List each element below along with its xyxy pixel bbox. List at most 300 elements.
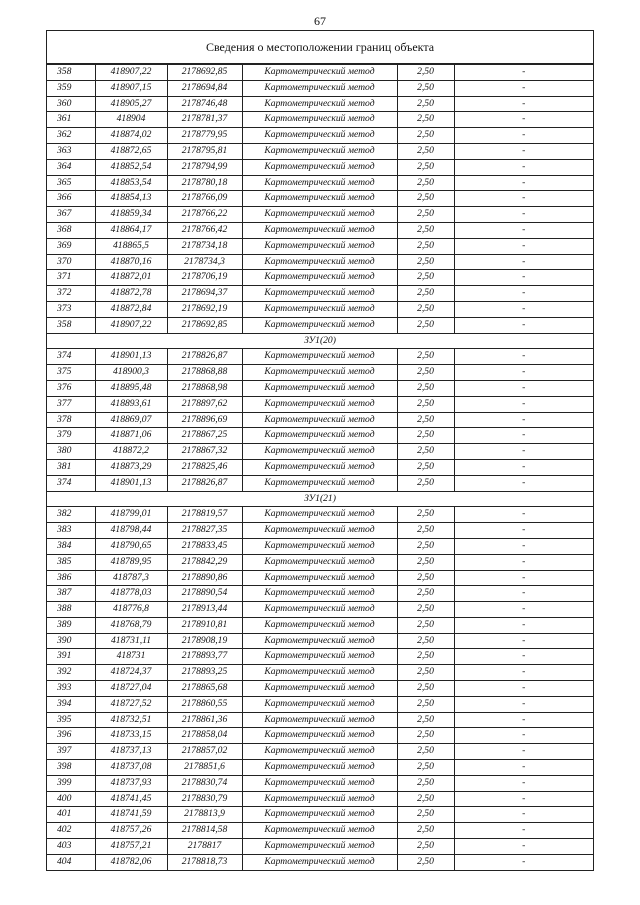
table-row xyxy=(47,286,593,302)
note-cell: - xyxy=(454,459,593,475)
y-coordinate-cell: 2178827,35 xyxy=(167,523,242,539)
note-cell: - xyxy=(454,681,593,697)
accuracy-cell: 2,50 xyxy=(397,96,454,112)
accuracy-cell: 2,50 xyxy=(397,712,454,728)
method-cell: Картометрический метод xyxy=(242,143,397,159)
x-coordinate-cell: 418901,13 xyxy=(95,475,167,491)
point-number-cell: 396 xyxy=(47,728,95,744)
method-cell: Картометрический метод xyxy=(242,459,397,475)
point-number-cell: 401 xyxy=(47,807,95,823)
x-coordinate-cell: 418727,52 xyxy=(95,696,167,712)
x-coordinate-cell: 418727,04 xyxy=(95,681,167,697)
point-number-cell: 359 xyxy=(47,80,95,96)
method-cell: Картометрический метод xyxy=(242,696,397,712)
x-coordinate-cell: 418869,07 xyxy=(95,412,167,428)
table-row xyxy=(47,128,593,144)
accuracy-cell: 2,50 xyxy=(397,412,454,428)
x-coordinate-cell: 418724,37 xyxy=(95,665,167,681)
accuracy-cell: 2,50 xyxy=(397,428,454,444)
method-cell: Картометрический метод xyxy=(242,633,397,649)
point-number-cell: 400 xyxy=(47,791,95,807)
table-row xyxy=(47,80,593,96)
x-coordinate-cell: 418871,06 xyxy=(95,428,167,444)
point-number-cell: 389 xyxy=(47,617,95,633)
method-cell: Картометрический метод xyxy=(242,159,397,175)
y-coordinate-cell: 2178830,79 xyxy=(167,791,242,807)
table-row xyxy=(47,396,593,412)
x-coordinate-cell: 418737,13 xyxy=(95,744,167,760)
method-cell: Картометрический метод xyxy=(242,475,397,491)
y-coordinate-cell: 2178692,19 xyxy=(167,301,242,317)
point-number-cell: 390 xyxy=(47,633,95,649)
point-number-cell: 387 xyxy=(47,586,95,602)
note-cell: - xyxy=(454,760,593,776)
table-row xyxy=(47,143,593,159)
x-coordinate-cell: 418799,01 xyxy=(95,507,167,523)
table-row xyxy=(47,317,593,333)
table-row xyxy=(47,159,593,175)
accuracy-cell: 2,50 xyxy=(397,80,454,96)
x-coordinate-cell: 418790,65 xyxy=(95,538,167,554)
x-coordinate-cell: 418782,06 xyxy=(95,854,167,869)
y-coordinate-cell: 2178893,25 xyxy=(167,665,242,681)
accuracy-cell: 2,50 xyxy=(397,507,454,523)
table-row xyxy=(47,365,593,381)
note-cell: - xyxy=(454,538,593,554)
y-coordinate-cell: 2178842,29 xyxy=(167,554,242,570)
method-cell: Картометрический метод xyxy=(242,270,397,286)
table-row xyxy=(47,712,593,728)
table-row xyxy=(47,807,593,823)
x-coordinate-cell: 418757,21 xyxy=(95,839,167,855)
point-number-cell: 376 xyxy=(47,380,95,396)
y-coordinate-cell: 2178746,48 xyxy=(167,96,242,112)
method-cell: Картометрический метод xyxy=(242,65,397,81)
x-coordinate-cell: 418731,11 xyxy=(95,633,167,649)
y-coordinate-cell: 2178780,18 xyxy=(167,175,242,191)
x-coordinate-cell: 418757,26 xyxy=(95,823,167,839)
y-coordinate-cell: 2178890,86 xyxy=(167,570,242,586)
accuracy-cell: 2,50 xyxy=(397,270,454,286)
note-cell: - xyxy=(454,712,593,728)
y-coordinate-cell: 2178814,58 xyxy=(167,823,242,839)
accuracy-cell: 2,50 xyxy=(397,681,454,697)
note-cell: - xyxy=(454,475,593,491)
boundary-table xyxy=(46,30,594,871)
method-cell: Картометрический метод xyxy=(242,254,397,270)
method-cell: Картометрический метод xyxy=(242,222,397,238)
note-cell: - xyxy=(454,602,593,618)
y-coordinate-cell: 2178694,37 xyxy=(167,286,242,302)
accuracy-cell: 2,50 xyxy=(397,665,454,681)
point-number-cell: 375 xyxy=(47,365,95,381)
point-number-cell: 358 xyxy=(47,317,95,333)
method-cell: Картометрический метод xyxy=(242,744,397,760)
method-cell: Картометрический метод xyxy=(242,412,397,428)
y-coordinate-cell: 2178858,04 xyxy=(167,728,242,744)
point-number-cell: 380 xyxy=(47,444,95,460)
y-coordinate-cell: 2178734,3 xyxy=(167,254,242,270)
table-row xyxy=(47,538,593,554)
accuracy-cell: 2,50 xyxy=(397,475,454,491)
accuracy-cell: 2,50 xyxy=(397,286,454,302)
accuracy-cell: 2,50 xyxy=(397,65,454,81)
table-row xyxy=(47,839,593,855)
accuracy-cell: 2,50 xyxy=(397,365,454,381)
point-number-cell: 374 xyxy=(47,349,95,365)
method-cell: Картометрический метод xyxy=(242,649,397,665)
y-coordinate-cell: 2178826,87 xyxy=(167,475,242,491)
y-coordinate-cell: 2178781,37 xyxy=(167,112,242,128)
y-coordinate-cell: 2178910,81 xyxy=(167,617,242,633)
method-cell: Картометрический метод xyxy=(242,523,397,539)
accuracy-cell: 2,50 xyxy=(397,807,454,823)
note-cell: - xyxy=(454,696,593,712)
table-title: Сведения о местоположении границ объекта xyxy=(47,31,593,64)
y-coordinate-cell: 2178857,02 xyxy=(167,744,242,760)
accuracy-cell: 2,50 xyxy=(397,728,454,744)
method-cell: Картометрический метод xyxy=(242,728,397,744)
section-row xyxy=(47,333,593,349)
method-cell: Картометрический метод xyxy=(242,681,397,697)
table-row xyxy=(47,380,593,396)
point-number-cell: 383 xyxy=(47,523,95,539)
point-number-cell: 398 xyxy=(47,760,95,776)
y-coordinate-cell: 2178766,22 xyxy=(167,207,242,223)
table-row xyxy=(47,270,593,286)
method-cell: Картометрический метод xyxy=(242,380,397,396)
x-coordinate-cell: 418741,59 xyxy=(95,807,167,823)
note-cell: - xyxy=(454,175,593,191)
note-cell: - xyxy=(454,112,593,128)
y-coordinate-cell: 2178766,42 xyxy=(167,222,242,238)
point-number-cell: 364 xyxy=(47,159,95,175)
table-row xyxy=(47,254,593,270)
point-number-cell: 404 xyxy=(47,854,95,869)
table-row xyxy=(47,570,593,586)
x-coordinate-cell: 418900,3 xyxy=(95,365,167,381)
note-cell: - xyxy=(454,854,593,869)
table-row xyxy=(47,791,593,807)
point-number-cell: 379 xyxy=(47,428,95,444)
method-cell: Картометрический метод xyxy=(242,238,397,254)
table-row xyxy=(47,744,593,760)
note-cell: - xyxy=(454,744,593,760)
x-coordinate-cell: 418905,27 xyxy=(95,96,167,112)
x-coordinate-cell: 418872,78 xyxy=(95,286,167,302)
table-row xyxy=(47,475,593,491)
method-cell: Картометрический метод xyxy=(242,349,397,365)
note-cell: - xyxy=(454,254,593,270)
x-coordinate-cell: 418872,2 xyxy=(95,444,167,460)
note-cell: - xyxy=(454,365,593,381)
point-number-cell: 402 xyxy=(47,823,95,839)
x-coordinate-cell: 418904 xyxy=(95,112,167,128)
table-row xyxy=(47,728,593,744)
x-coordinate-cell: 418907,15 xyxy=(95,80,167,96)
table-row xyxy=(47,459,593,475)
note-cell: - xyxy=(454,222,593,238)
table-row xyxy=(47,444,593,460)
table-row xyxy=(47,665,593,681)
table-row xyxy=(47,222,593,238)
point-number-cell: 366 xyxy=(47,191,95,207)
method-cell: Картометрический метод xyxy=(242,396,397,412)
point-number-cell: 381 xyxy=(47,459,95,475)
x-coordinate-cell: 418737,08 xyxy=(95,760,167,776)
note-cell: - xyxy=(454,301,593,317)
note-cell: - xyxy=(454,96,593,112)
point-number-cell: 378 xyxy=(47,412,95,428)
note-cell: - xyxy=(454,128,593,144)
note-cell: - xyxy=(454,396,593,412)
note-cell: - xyxy=(454,80,593,96)
accuracy-cell: 2,50 xyxy=(397,112,454,128)
point-number-cell: 385 xyxy=(47,554,95,570)
note-cell: - xyxy=(454,507,593,523)
point-number-cell: 367 xyxy=(47,207,95,223)
table-row xyxy=(47,112,593,128)
y-coordinate-cell: 2178694,84 xyxy=(167,80,242,96)
y-coordinate-cell: 2178830,74 xyxy=(167,775,242,791)
note-cell: - xyxy=(454,380,593,396)
note-cell: - xyxy=(454,570,593,586)
y-coordinate-cell: 2178890,54 xyxy=(167,586,242,602)
y-coordinate-cell: 2178818,73 xyxy=(167,854,242,869)
x-coordinate-cell: 418895,48 xyxy=(95,380,167,396)
y-coordinate-cell: 2178706,19 xyxy=(167,270,242,286)
x-coordinate-cell: 418732,51 xyxy=(95,712,167,728)
y-coordinate-cell: 2178908,19 xyxy=(167,633,242,649)
x-coordinate-cell: 418798,44 xyxy=(95,523,167,539)
x-coordinate-cell: 418893,61 xyxy=(95,396,167,412)
point-number-cell: 368 xyxy=(47,222,95,238)
x-coordinate-cell: 418733,15 xyxy=(95,728,167,744)
note-cell: - xyxy=(454,191,593,207)
note-cell: - xyxy=(454,270,593,286)
note-cell: - xyxy=(454,428,593,444)
note-cell: - xyxy=(454,159,593,175)
x-coordinate-cell: 418789,95 xyxy=(95,554,167,570)
y-coordinate-cell: 2178825,46 xyxy=(167,459,242,475)
table-row xyxy=(47,760,593,776)
y-coordinate-cell: 2178867,32 xyxy=(167,444,242,460)
y-coordinate-cell: 2178860,55 xyxy=(167,696,242,712)
accuracy-cell: 2,50 xyxy=(397,617,454,633)
point-number-cell: 363 xyxy=(47,143,95,159)
table-row xyxy=(47,428,593,444)
point-number-cell: 388 xyxy=(47,602,95,618)
accuracy-cell: 2,50 xyxy=(397,349,454,365)
point-number-cell: 372 xyxy=(47,286,95,302)
x-coordinate-cell: 418873,29 xyxy=(95,459,167,475)
y-coordinate-cell: 2178851,6 xyxy=(167,760,242,776)
accuracy-cell: 2,50 xyxy=(397,207,454,223)
note-cell: - xyxy=(454,586,593,602)
method-cell: Картометрический метод xyxy=(242,286,397,302)
accuracy-cell: 2,50 xyxy=(397,586,454,602)
note-cell: - xyxy=(454,775,593,791)
y-coordinate-cell: 2178893,77 xyxy=(167,649,242,665)
note-cell: - xyxy=(454,649,593,665)
y-coordinate-cell: 2178794,99 xyxy=(167,159,242,175)
y-coordinate-cell: 2178865,68 xyxy=(167,681,242,697)
method-cell: Картометрический метод xyxy=(242,760,397,776)
accuracy-cell: 2,50 xyxy=(397,554,454,570)
x-coordinate-cell: 418872,84 xyxy=(95,301,167,317)
y-coordinate-cell: 2178913,44 xyxy=(167,602,242,618)
accuracy-cell: 2,50 xyxy=(397,775,454,791)
note-cell: - xyxy=(454,554,593,570)
method-cell: Картометрический метод xyxy=(242,665,397,681)
y-coordinate-cell: 2178861,36 xyxy=(167,712,242,728)
method-cell: Картометрический метод xyxy=(242,80,397,96)
note-cell: - xyxy=(454,823,593,839)
note-cell: - xyxy=(454,412,593,428)
accuracy-cell: 2,50 xyxy=(397,159,454,175)
method-cell: Картометрический метод xyxy=(242,444,397,460)
point-number-cell: 382 xyxy=(47,507,95,523)
x-coordinate-cell: 418864,17 xyxy=(95,222,167,238)
method-cell: Картометрический метод xyxy=(242,617,397,633)
method-cell: Картометрический метод xyxy=(242,586,397,602)
table-row xyxy=(47,507,593,523)
table-row xyxy=(47,586,593,602)
y-coordinate-cell: 2178867,25 xyxy=(167,428,242,444)
y-coordinate-cell: 2178826,87 xyxy=(167,349,242,365)
accuracy-cell: 2,50 xyxy=(397,823,454,839)
table-row xyxy=(47,633,593,649)
point-number-cell: 365 xyxy=(47,175,95,191)
table-row xyxy=(47,301,593,317)
x-coordinate-cell: 418737,93 xyxy=(95,775,167,791)
method-cell: Картометрический метод xyxy=(242,839,397,855)
section-row xyxy=(47,491,593,507)
note-cell: - xyxy=(454,317,593,333)
note-cell: - xyxy=(454,665,593,681)
method-cell: Картометрический метод xyxy=(242,301,397,317)
accuracy-cell: 2,50 xyxy=(397,744,454,760)
x-coordinate-cell: 418872,01 xyxy=(95,270,167,286)
x-coordinate-cell: 418731 xyxy=(95,649,167,665)
point-number-cell: 371 xyxy=(47,270,95,286)
note-cell: - xyxy=(454,633,593,649)
table-row xyxy=(47,696,593,712)
x-coordinate-cell: 418853,54 xyxy=(95,175,167,191)
point-number-cell: 395 xyxy=(47,712,95,728)
section-label: ЗУ1(20) xyxy=(47,333,593,349)
accuracy-cell: 2,50 xyxy=(397,538,454,554)
note-cell: - xyxy=(454,617,593,633)
page-number: 67 xyxy=(314,14,326,28)
table-row xyxy=(47,523,593,539)
method-cell: Картометрический метод xyxy=(242,823,397,839)
accuracy-cell: 2,50 xyxy=(397,143,454,159)
method-cell: Картометрический метод xyxy=(242,175,397,191)
x-coordinate-cell: 418865,5 xyxy=(95,238,167,254)
note-cell: - xyxy=(454,349,593,365)
point-number-cell: 384 xyxy=(47,538,95,554)
point-number-cell: 394 xyxy=(47,696,95,712)
accuracy-cell: 2,50 xyxy=(397,523,454,539)
y-coordinate-cell: 2178896,69 xyxy=(167,412,242,428)
accuracy-cell: 2,50 xyxy=(397,222,454,238)
y-coordinate-cell: 2178766,09 xyxy=(167,191,242,207)
note-cell: - xyxy=(454,286,593,302)
table-row xyxy=(47,823,593,839)
x-coordinate-cell: 418778,03 xyxy=(95,586,167,602)
table-row xyxy=(47,602,593,618)
method-cell: Картометрический метод xyxy=(242,712,397,728)
point-number-cell: 360 xyxy=(47,96,95,112)
table-row xyxy=(47,65,593,81)
point-number-cell: 386 xyxy=(47,570,95,586)
y-coordinate-cell: 2178868,88 xyxy=(167,365,242,381)
method-cell: Картометрический метод xyxy=(242,191,397,207)
method-cell: Картометрический метод xyxy=(242,317,397,333)
note-cell: - xyxy=(454,207,593,223)
x-coordinate-cell: 418907,22 xyxy=(95,317,167,333)
point-number-cell: 361 xyxy=(47,112,95,128)
point-number-cell: 399 xyxy=(47,775,95,791)
x-coordinate-cell: 418901,13 xyxy=(95,349,167,365)
table-row xyxy=(47,775,593,791)
method-cell: Картометрический метод xyxy=(242,207,397,223)
x-coordinate-cell: 418907,22 xyxy=(95,65,167,81)
point-number-cell: 403 xyxy=(47,839,95,855)
note-cell: - xyxy=(454,791,593,807)
point-number-cell: 373 xyxy=(47,301,95,317)
table-row xyxy=(47,681,593,697)
table-body xyxy=(47,65,593,870)
method-cell: Картометрический метод xyxy=(242,428,397,444)
method-cell: Картометрический метод xyxy=(242,96,397,112)
table-row xyxy=(47,554,593,570)
table-row xyxy=(47,191,593,207)
y-coordinate-cell: 2178868,98 xyxy=(167,380,242,396)
accuracy-cell: 2,50 xyxy=(397,633,454,649)
point-number-cell: 393 xyxy=(47,681,95,697)
x-coordinate-cell: 418852,54 xyxy=(95,159,167,175)
point-number-cell: 370 xyxy=(47,254,95,270)
accuracy-cell: 2,50 xyxy=(397,317,454,333)
note-cell: - xyxy=(454,523,593,539)
note-cell: - xyxy=(454,65,593,81)
accuracy-cell: 2,50 xyxy=(397,854,454,869)
accuracy-cell: 2,50 xyxy=(397,649,454,665)
x-coordinate-cell: 418854,13 xyxy=(95,191,167,207)
accuracy-cell: 2,50 xyxy=(397,301,454,317)
point-number-cell: 369 xyxy=(47,238,95,254)
table-row xyxy=(47,238,593,254)
method-cell: Картометрический метод xyxy=(242,538,397,554)
accuracy-cell: 2,50 xyxy=(397,254,454,270)
method-cell: Картометрический метод xyxy=(242,775,397,791)
accuracy-cell: 2,50 xyxy=(397,175,454,191)
method-cell: Картометрический метод xyxy=(242,554,397,570)
x-coordinate-cell: 418874,02 xyxy=(95,128,167,144)
accuracy-cell: 2,50 xyxy=(397,238,454,254)
x-coordinate-cell: 418768,79 xyxy=(95,617,167,633)
method-cell: Картометрический метод xyxy=(242,365,397,381)
y-coordinate-cell: 2178819,57 xyxy=(167,507,242,523)
method-cell: Картометрический метод xyxy=(242,112,397,128)
accuracy-cell: 2,50 xyxy=(397,191,454,207)
x-coordinate-cell: 418787,3 xyxy=(95,570,167,586)
note-cell: - xyxy=(454,839,593,855)
point-number-cell: 358 xyxy=(47,65,95,81)
table-row xyxy=(47,649,593,665)
